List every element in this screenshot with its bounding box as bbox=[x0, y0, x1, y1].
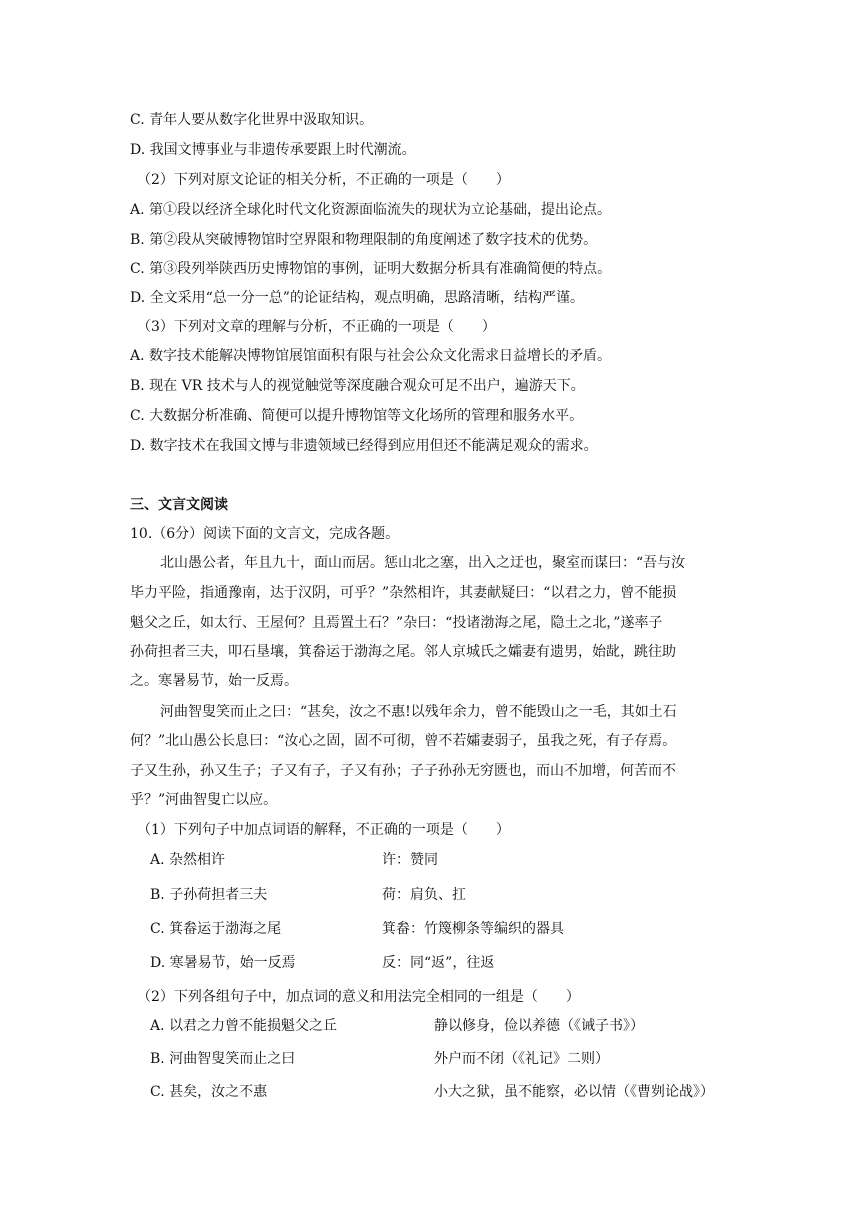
q9-option-c: C. 青年人要从数字化世界中汲取知识。 bbox=[130, 112, 374, 128]
q10-sub1-stem: （1）下列句子中加点词语的解释，不正确的一项是（ ） bbox=[137, 822, 510, 838]
option-text: A. 以君之力曾不能损魁父之丘 bbox=[150, 1018, 338, 1034]
passage-line: 魁父之丘，如太行、王屋何？且焉置土石？”杂曰：“投诸渤海之尾，隐土之北，”遂率子 bbox=[130, 615, 663, 631]
option-text: D. 寒暑易节，始一反焉 bbox=[150, 955, 296, 971]
option-gloss: 荷：肩负、扛 bbox=[382, 887, 466, 903]
option-text: B. 河曲智叟笑而止之曰 bbox=[150, 1051, 296, 1067]
option-text: B. 子孙荷担者三夫 bbox=[150, 887, 268, 903]
passage-line: 毕力平险，指通豫南，达于汉阴，可乎？”杂然相许，其妻献疑曰：“以君之力，曾不能损 bbox=[130, 585, 677, 601]
passage-line: 河曲智叟笑而止之曰：“甚矣，汝之不惠!以残年余力，曾不能毁山之一毛，其如土石 bbox=[160, 704, 677, 720]
q9-sub3-stem: （3）下列对文章的理解与分析，不正确的一项是（ ） bbox=[137, 319, 496, 335]
q9-sub2-option-c: C. 第③段列举陕西历史博物馆的事例，证明大数据分析具有准确简便的特点。 bbox=[130, 261, 612, 277]
section-heading: 三、文言文阅读 bbox=[130, 497, 228, 513]
q9-sub2-stem: （2）下列对原文论证的相关分析，不正确的一项是（ ） bbox=[137, 172, 510, 188]
passage-line: 之。寒暑易节，始一反焉。 bbox=[130, 673, 298, 689]
q9-sub2-option-b: B. 第②段从突破博物馆时空界限和物理限制的角度阐述了数字技术的优势。 bbox=[130, 232, 598, 248]
passage-line: 乎？”河曲智叟亡以应。 bbox=[130, 792, 278, 808]
q9-sub2-option-a: A. 第①段以经济全球化时代文化资源面临流失的现状为立论基础，提出论点。 bbox=[130, 202, 612, 218]
option-gloss: 反：同“返”，往返 bbox=[382, 955, 495, 971]
q10-sub2-stem: （2）下列各组句子中，加点词的意义和用法完全相同的一组是（ ） bbox=[137, 989, 580, 1005]
passage-line: 孙荷担者三夫，叩石垦壤，箕畚运于渤海之尾。邻人京城氏之孀妻有遗男，始龀，跳往助 bbox=[130, 644, 676, 660]
option-compare: 静以修身，俭以养德（《诫子书》） bbox=[434, 1018, 644, 1034]
q9-sub3-option-a: A. 数字技术能解决博物馆展馆面积有限与社会公众文化需求日益增长的矛盾。 bbox=[130, 348, 612, 364]
q9-sub3-option-b: B. 现在 VR 技术与人的视觉触觉等深度融合观众可足不出户，遍游天下。 bbox=[130, 378, 585, 394]
option-gloss: 箕畚：竹篾柳条等编织的器具 bbox=[382, 921, 564, 937]
q9-sub3-option-c: C. 大数据分析准确、简便可以提升博物馆等文化场所的管理和服务水平。 bbox=[130, 408, 584, 424]
q10-stem: 10.（6分）阅读下面的文言文，完成各题。 bbox=[130, 526, 400, 542]
q9-option-d: D. 我国文博事业与非遗传承要跟上时代潮流。 bbox=[130, 142, 416, 158]
option-compare: 小大之狱，虽不能察，必以情（《曹刿论战》） bbox=[434, 1084, 714, 1100]
option-text: A. 杂然相许 bbox=[150, 852, 226, 868]
passage-line: 北山愚公者，年且九十，面山而居。惩山北之塞，出入之迂也，聚室而谋曰：“吾与汝 bbox=[160, 555, 686, 571]
option-text: C. 箕畚运于渤海之尾 bbox=[150, 921, 282, 937]
q9-sub3-option-d: D. 数字技术在我国文博与非遗领域已经得到应用但还不能满足观众的需求。 bbox=[130, 438, 598, 454]
option-gloss: 许：赞同 bbox=[382, 852, 438, 868]
passage-line: 子又生孙，孙又生子；子又有子，子又有孙；子子孙孙无穷匮也，而山不加增，何苦而不 bbox=[130, 763, 676, 779]
passage-line: 何？”北山愚公长息曰：“汝心之固，固不可彻，曾不若孀妻弱子，虽我之死，有子存焉。 bbox=[130, 733, 677, 749]
q9-sub2-option-d: D. 全文采用“总一分一总”的论证结构，观点明确，思路清晰，结构严谨。 bbox=[130, 290, 584, 306]
option-text: C. 甚矣，汝之不惠 bbox=[150, 1084, 268, 1100]
option-compare: 外户而不闭（《礼记》二则） bbox=[434, 1051, 609, 1067]
